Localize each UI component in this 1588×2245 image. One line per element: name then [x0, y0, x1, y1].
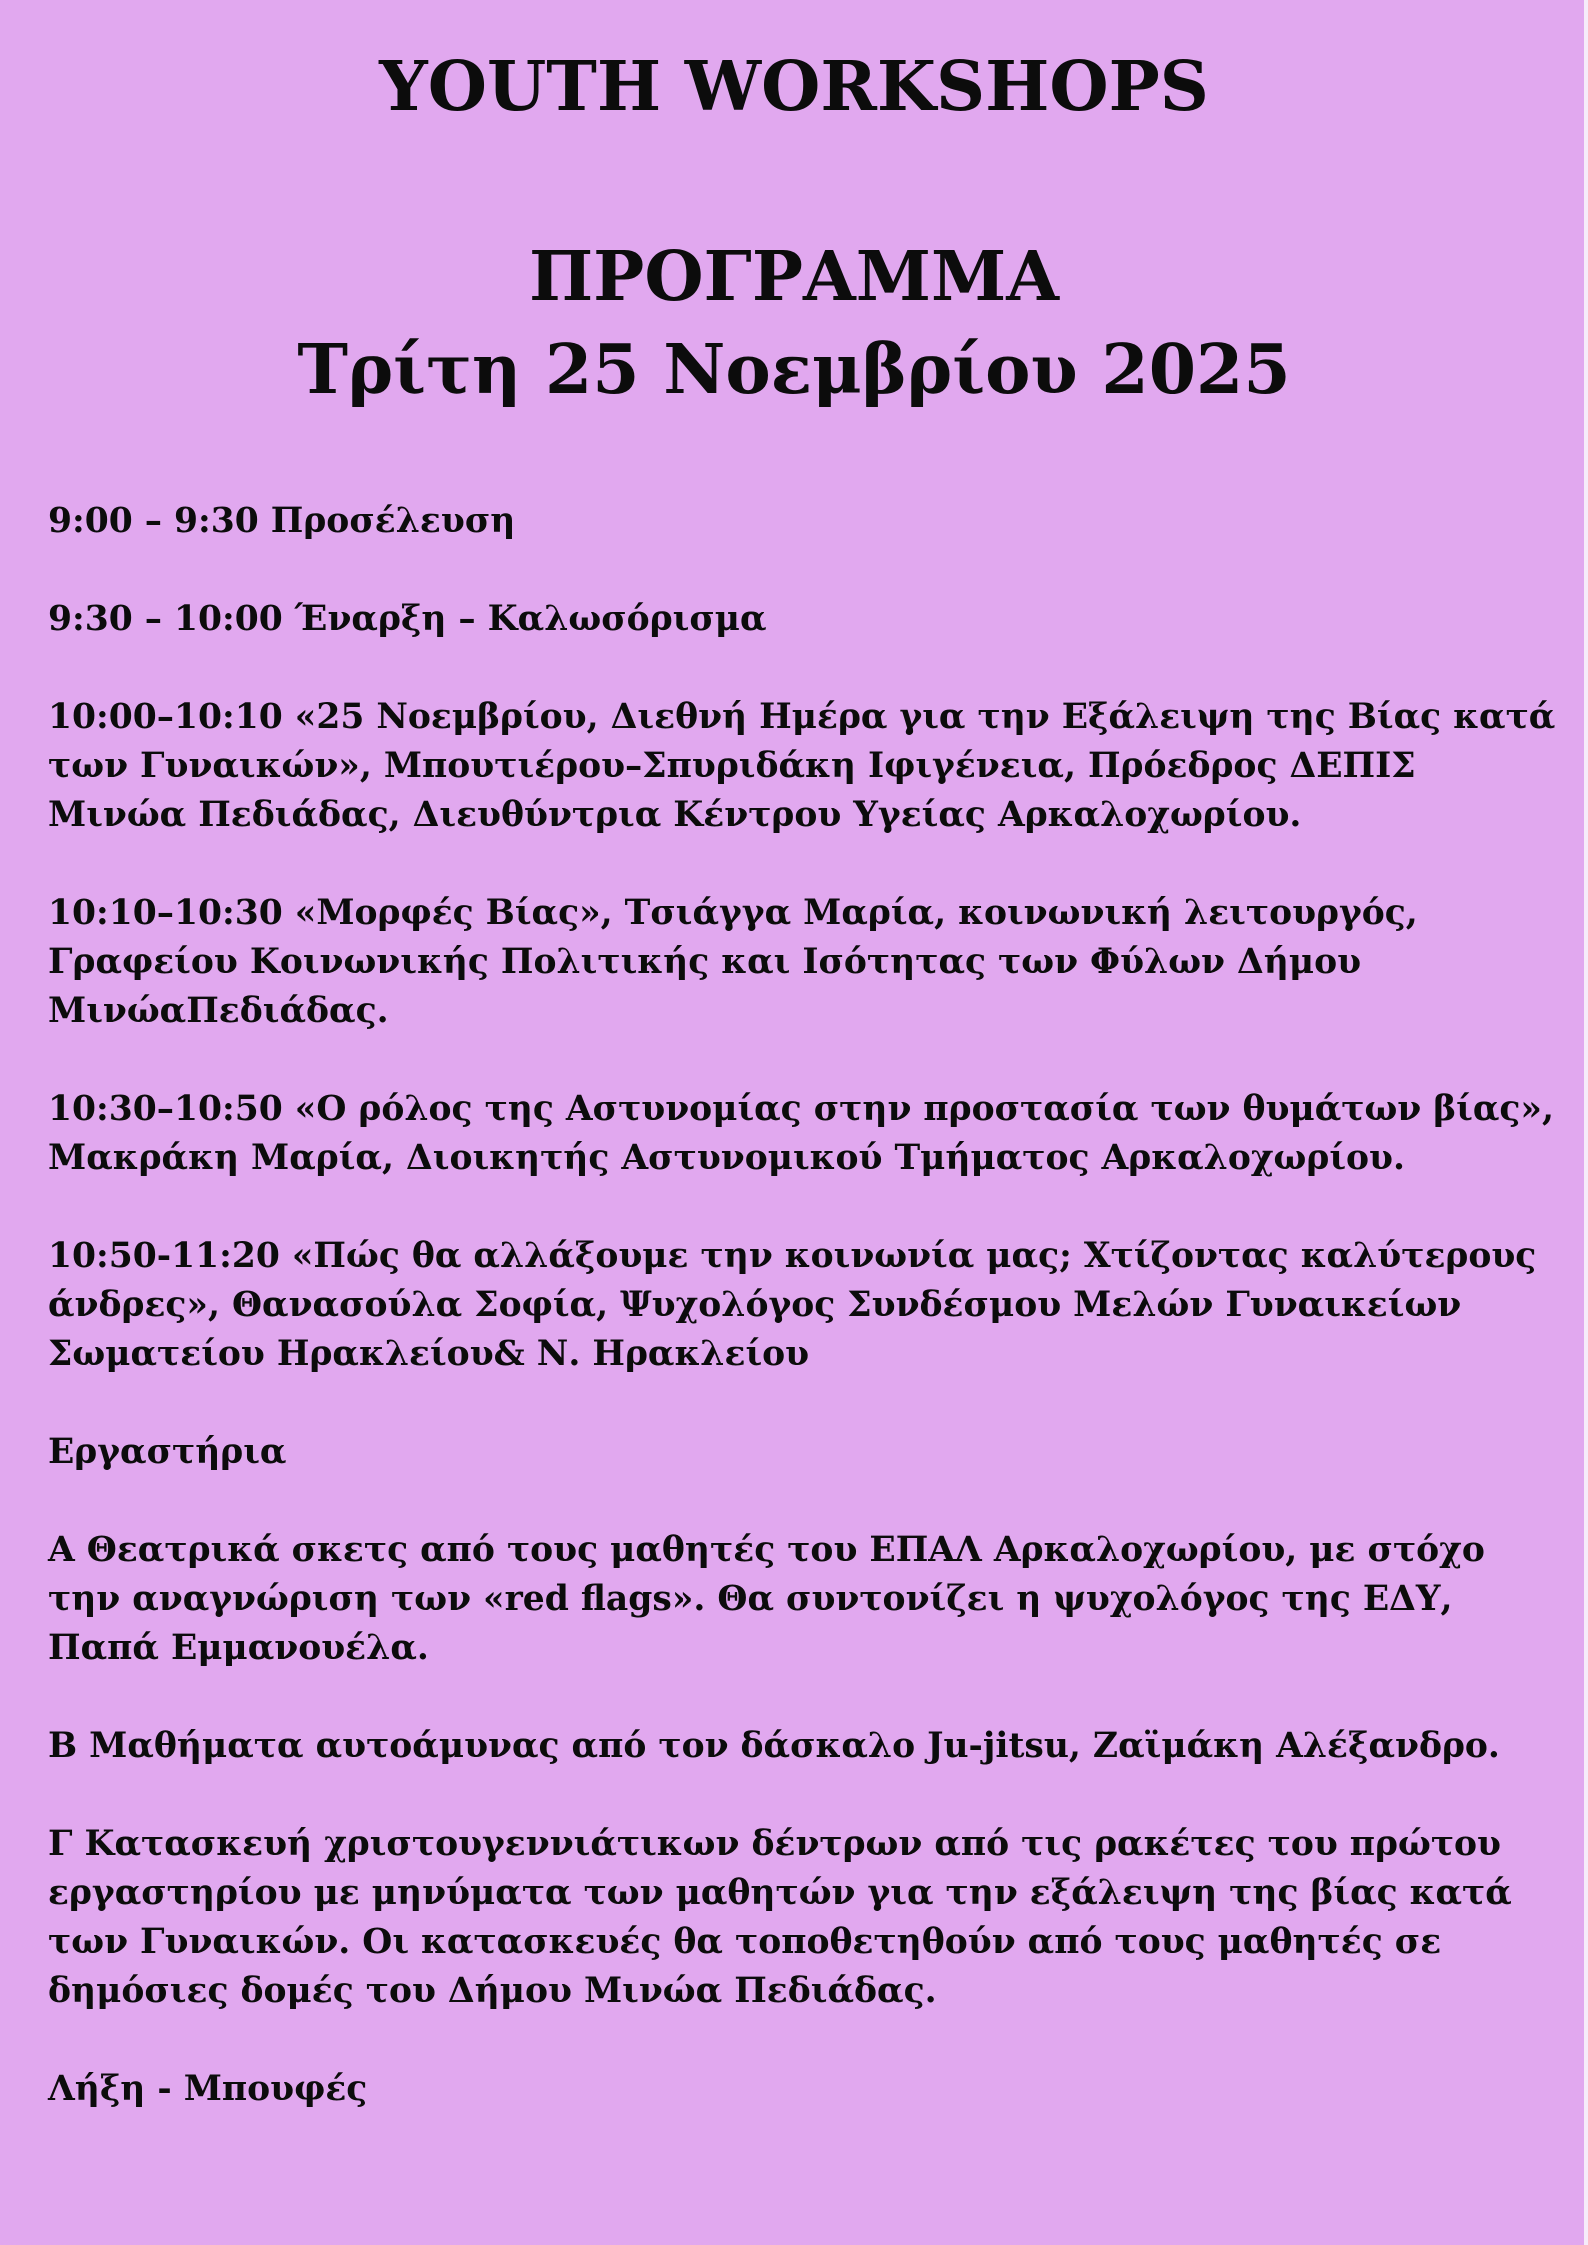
schedule-item: 10:30–10:50 «Ο ρόλος της Αστυνομίας στην προστασία των θυμάτων βίας», Μακράκη Μαρία, Διοικητής Αστυνομικού Τμήματος Αρκαλοχωρίου.	[48, 1089, 1554, 1178]
workshop-item: Γ Κατασκευή χριστουγεννιάτικων δέντρων από τις ρακέτες του πρώτου εργαστηρίου με μηνύματα των μαθητών για την εξάλειψη της βίας κατά των Γυναικών. Οι κατασκευές θα τοποθετηθούν από τους μαθητές σε δημόσιες δομές του Δήμου Μινώα Πεδιάδας.	[48, 1824, 1512, 2011]
document-title: YOUTH WORKSHOPS	[379, 47, 1209, 127]
schedule-item: 10:10–10:30 «Μορφές Βίας», Τσιάγγα Μαρία, κοινωνική λειτουργός, Γραφείου Κοινωνικής Πολιτικής και Ισότητας των Φύλων Δήμου ΜινώαΠεδιάδας.	[48, 893, 1418, 1031]
schedule-item: 9:30 – 10:00 Έναρξη – Καλωσόρισμα	[48, 599, 767, 639]
schedule-item: 10:50-11:20 «Πώς θα αλλάξουμε την κοινωνία μας; Χτίζοντας καλύτερους άνδρες», Θανασούλα Σοφία, Ψυχολόγος Συνδέσμου Μελών Γυναικείων Σωματείου Ηρακλείου& Ν. Ηρακλείου	[48, 1236, 1537, 1374]
workshops-heading: Εργαστήρια	[48, 1432, 287, 1472]
program-heading: ΠΡΟΓΡΑΜΜΑ	[528, 237, 1060, 317]
workshop-item: Β Μαθήματα αυτοάμυνας από τον δάσκαλο Ju-jitsu, Ζαϊμάκη Αλέξανδρο.	[48, 1726, 1500, 1766]
program-date: Τρίτη 25 Νοεμβρίου 2025	[297, 330, 1291, 410]
schedule-item: 9:00 – 9:30 Προσέλευση	[48, 501, 516, 541]
schedule-item: 10:00–10:10 «25 Νοεμβρίου, Διεθνή Ημέρα για την Εξάλειψη της Βίας κατά των Γυναικών», Μπουτιέρου–Σπυριδάκη Ιφιγένεια, Πρόεδρος ΔΕΠΙΣ Μινώα Πεδιάδας, Διευθύντρια Κέντρου Υγείας Αρκαλοχωρίου.	[48, 697, 1556, 835]
workshop-item: Α Θεατρικά σκετς από τους μαθητές του ΕΠΑΛ Αρκαλοχωρίου, με στόχο την αναγνώριση των «red flags». Θα συντονίζει η ψυχολόγος της ΕΔΥ, Παπά Εμμανουέλα.	[48, 1530, 1485, 1668]
closing-text: Λήξη - Μπουφές	[48, 2069, 368, 2109]
program-content	[48, 497, 1558, 2163]
